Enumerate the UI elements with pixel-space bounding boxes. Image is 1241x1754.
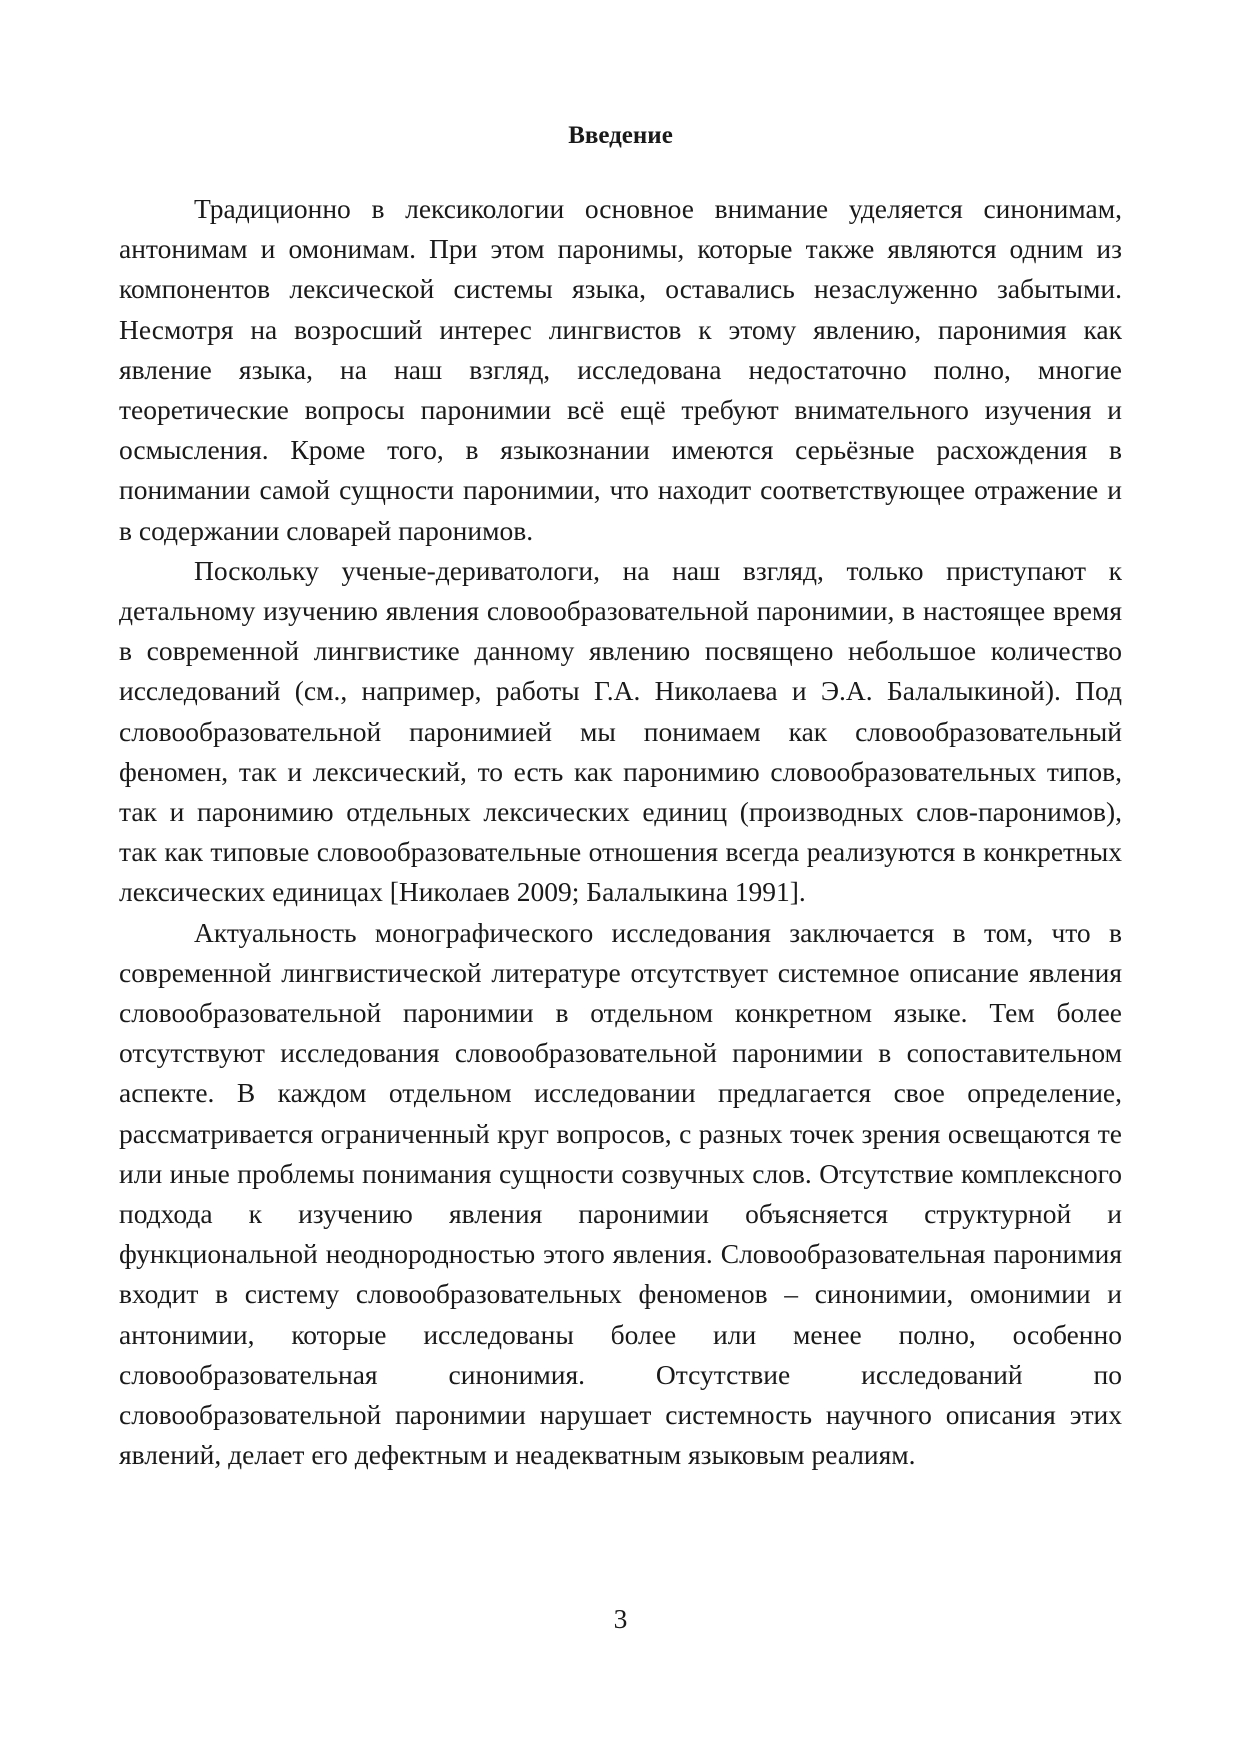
paragraph-3: Актуальность монографического исследования заключается в том, что в современной лингвистической литературе отсутствует системное описание явления словообразовательной паронимии в отдельном конкретном языке. Тем более отсутствуют исследования словообразовательной паронимии в сопоставительном аспекте. В каждом отдельном исследовании предлагается свое определение, рассматривается ограниченный круг вопросов, с разных точек зрения освещаются те или иные проблемы понимания сущности созвучных слов. Отсутствие комплексного подхода к изучению явления паронимии объясняется структурной и функциональной неоднородностью этого явления. Словообразовательная паронимия входит в систему словообразовательных феноменов – синонимии, омонимии и антонимии, которые исследованы более или менее полно, особенно словообразовательная синонимия. Отсутствие исследований по словообразовательной паронимии нарушает системность научного описания этих явлений, делает его дефектным и неадекватным языковым реалиям.	[119, 916, 1122, 1471]
section-heading: Введение	[568, 122, 673, 149]
page-number: 3	[613, 1603, 628, 1634]
paragraph-2: Поскольку ученые-дериватологи, на наш взгляд, только приступают к детальному изучению явления словообразовательной паронимии, в настоящее время в современной лингвистике данному явлению посвящено небольшое количество исследований (см., например, работы Г.А. Николаева и Э.А. Балалыкиной). Под словообразовательной паронимией мы понимаем как словообразовательный феномен, так и лексический, то есть как паронимию словообразовательных типов, так и паронимию отдельных лексических единиц (производных слов-паронимов), так как типовые словообразовательные отношения всегда реализуются в конкретных лексических единицах [Николаев 2009; Балалыкина 1991].	[119, 554, 1122, 908]
body-text	[119, 189, 1122, 1476]
paragraph-1: Традиционно в лексикологии основное внимание уделяется синонимам, антонимам и омонимам. При этом паронимы, которые также являются одним из компонентов лексической системы языка, оставались незаслуженно забытыми. Несмотря на возросший интерес лингвистов к этому явлению, паронимия как явление языка, на наш взгляд, исследована недостаточно полно, многие теоретические вопросы паронимии всё ещё требуют внимательного изучения и осмысления. Кроме того, в языкознании имеются серьёзные расхождения в понимании самой сущности паронимии, что находит соответствующее отражение и в содержании словарей паронимов.	[119, 193, 1122, 546]
